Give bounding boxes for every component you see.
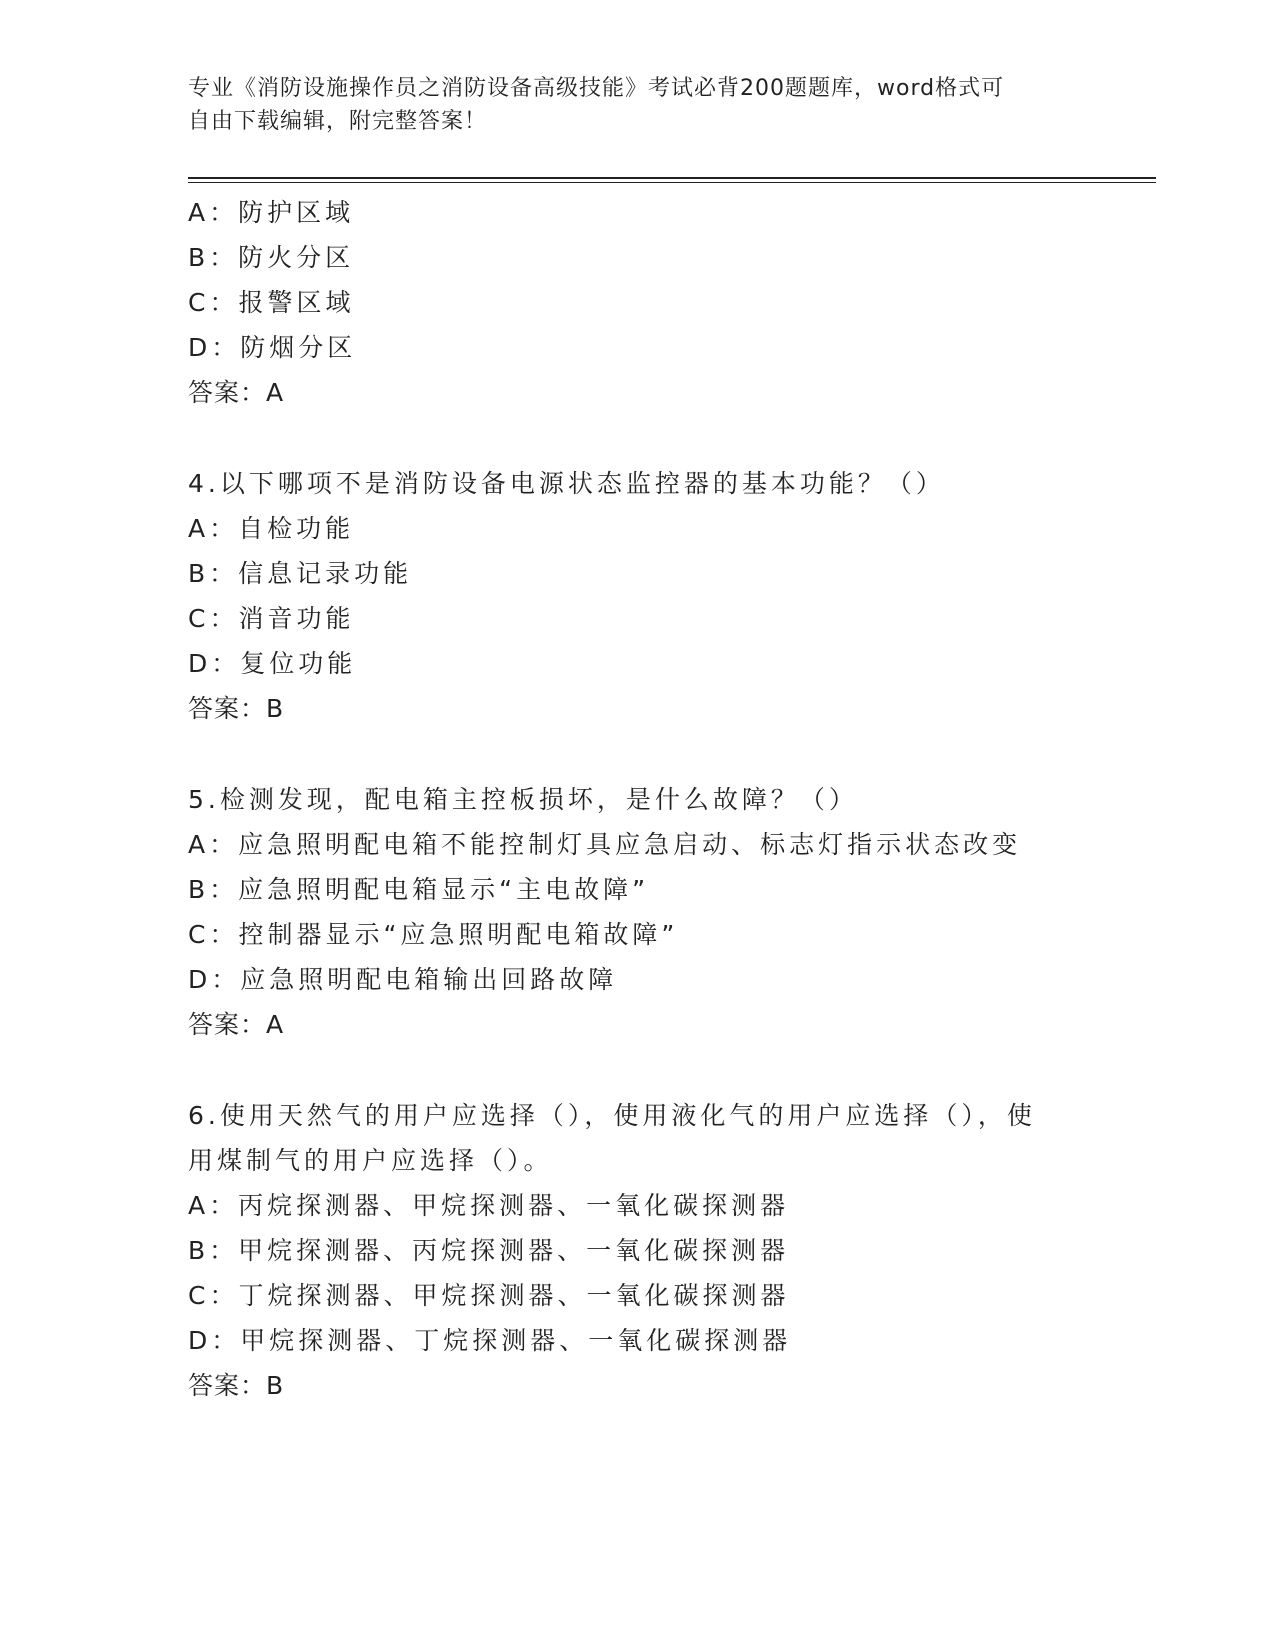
question-stem: 4.以下哪项不是消防设备电源状态监控器的基本功能？（） bbox=[188, 469, 945, 498]
question-3 bbox=[188, 190, 1088, 415]
document-header bbox=[188, 72, 1068, 138]
option-d: D：防烟分区 bbox=[188, 333, 357, 362]
question-stem-line2: 用煤制气的用户应选择（）。 bbox=[188, 1146, 553, 1175]
option-b: B：防火分区 bbox=[188, 243, 355, 272]
header-title-line1: 专业《消防设施操作员之消防设备高级技能》考试必背200题题库，word格式可 bbox=[188, 76, 1005, 101]
option-d: D：复位功能 bbox=[188, 649, 357, 678]
option-a: A：自检功能 bbox=[188, 514, 355, 543]
option-a: A：防护区域 bbox=[188, 198, 355, 227]
option-b: B：信息记录功能 bbox=[188, 559, 413, 588]
answer: 答案：A bbox=[188, 1010, 285, 1039]
option-a: A：应急照明配电箱不能控制灯具应急启动、标志灯指示状态改变 bbox=[188, 830, 1022, 859]
answer: 答案：B bbox=[188, 694, 285, 723]
spacer bbox=[188, 415, 1088, 461]
option-c: C：消音功能 bbox=[188, 604, 355, 633]
question-5 bbox=[188, 777, 1088, 1047]
question-4 bbox=[188, 461, 1088, 731]
question-list bbox=[188, 190, 1088, 1408]
question-stem: 5.检测发现，配电箱主控板损坏，是什么故障？（） bbox=[188, 785, 858, 814]
spacer bbox=[188, 1047, 1088, 1093]
spacer bbox=[188, 731, 1088, 777]
option-d: D：应急照明配电箱输出回路故障 bbox=[188, 965, 618, 994]
option-c: C：报警区域 bbox=[188, 288, 355, 317]
header-title-line2: 自由下载编辑，附完整答案！ bbox=[188, 109, 488, 134]
option-b: B：应急照明配电箱显示“主电故障” bbox=[188, 875, 650, 904]
option-a: A：丙烷探测器、甲烷探测器、一氧化碳探测器 bbox=[188, 1191, 790, 1220]
option-c: C：丁烷探测器、甲烷探测器、一氧化碳探测器 bbox=[188, 1281, 790, 1310]
option-b: B：甲烷探测器、丙烷探测器、一氧化碳探测器 bbox=[188, 1236, 790, 1265]
option-c: C：控制器显示“应急照明配电箱故障” bbox=[188, 920, 679, 949]
question-6 bbox=[188, 1093, 1088, 1408]
answer: 答案：B bbox=[188, 1371, 285, 1400]
header-divider bbox=[188, 177, 1156, 183]
answer: 答案：A bbox=[188, 378, 285, 407]
question-stem-line1: 6.使用天然气的用户应选择（），使用液化气的用户应选择（），使 bbox=[188, 1101, 1036, 1130]
option-d: D：甲烷探测器、丁烷探测器、一氧化碳探测器 bbox=[188, 1326, 792, 1355]
